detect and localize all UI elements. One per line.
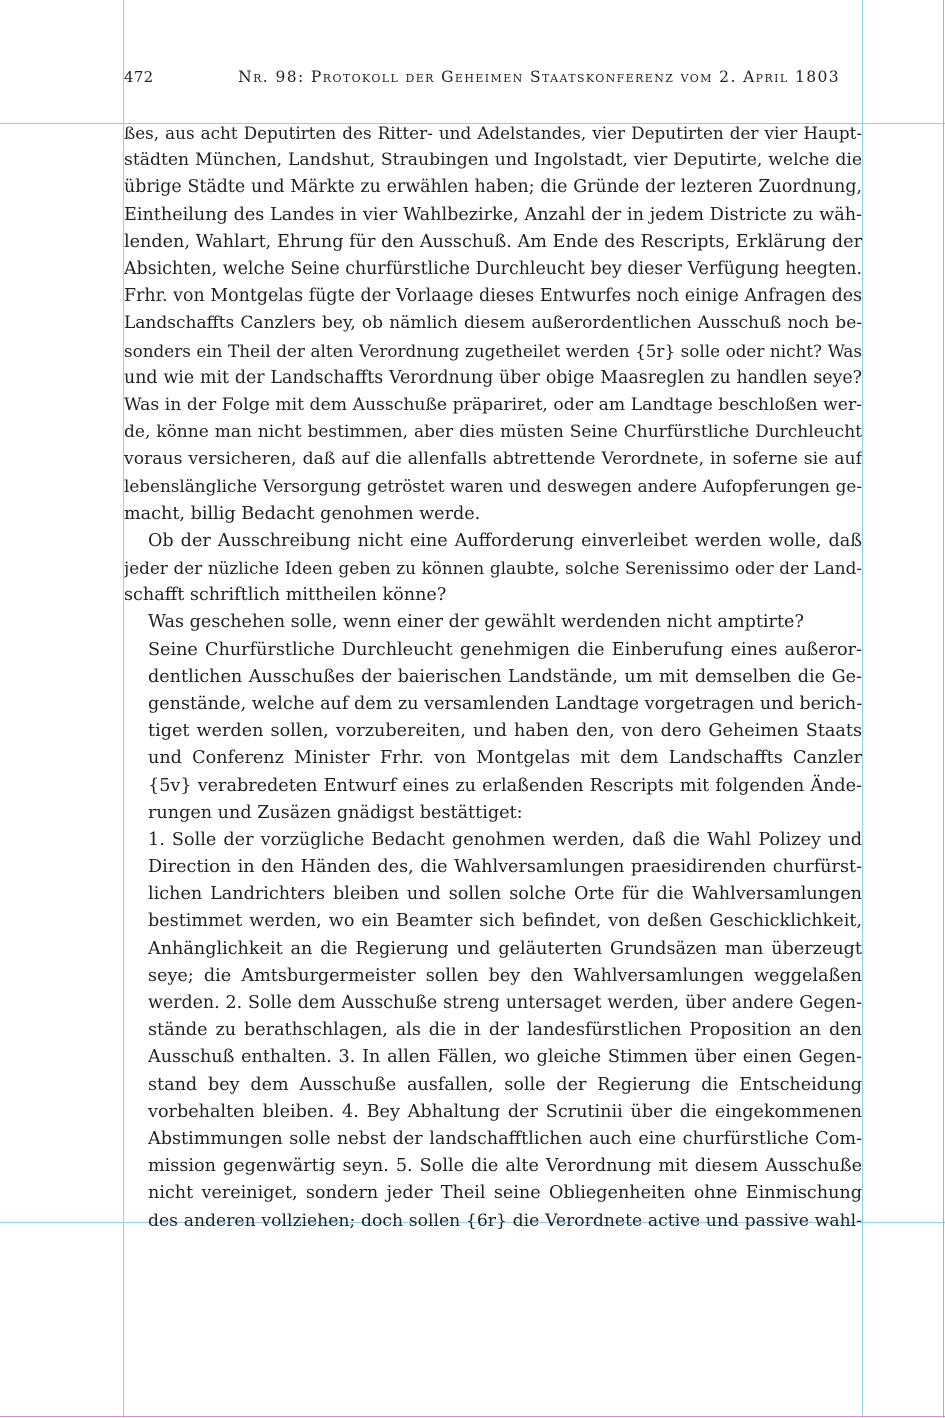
- text-line: lichen Landrichters bleiben und sollen solche Orte für die Wahlversamlungen: [148, 884, 862, 905]
- text-line: de, könne man nicht bestimmen, aber dies müsten Seine Churfürstliche Durchleucht: [124, 422, 862, 443]
- right-margin-guide: [862, 0, 863, 1418]
- text-line: und Conferenz Minister Frhr. von Montgelas mit dem Landschaffts Canzler: [148, 748, 862, 769]
- text-line: Anhänglichkeit an die Regierung und geläuterten Grundsäzen man überzeugt: [148, 938, 862, 959]
- text-line: Absichten, welche Seine churfürstliche Durchleucht bey dieser Verfügung heegten.: [124, 258, 862, 279]
- text-line: stände zu berathschlagen, als die in der landesfürstlichen Proposition an den: [148, 1020, 862, 1041]
- text-line: Direction in den Händen des, die Wahlversamlungen praesidirenden churfürst-: [148, 857, 862, 878]
- text-line: lebenslängliche Versorgung getröstet waren und deswegen andere Aufopferungen ge-: [124, 476, 862, 497]
- text-line: Eintheilung des Landes in vier Wahlbezirke, Anzahl der in jedem Districte zu wäh-: [124, 204, 862, 225]
- text-line: mission gegenwärtig seyn. 5. Solle die alte Verordnung mit diesem Ausschuße: [148, 1156, 862, 1177]
- bottom-trim-line: [0, 1416, 945, 1417]
- text-line: voraus versicheren, daß auf die allenfalls abtrettende Verordnete, in soferne sie auf: [124, 449, 862, 470]
- text-line: rungen und Zusäzen gnädigst bestättiget:: [148, 802, 523, 823]
- right-trim-line: [943, 0, 944, 1418]
- text-line: sonders ein Theil der alten Verordnung zugetheilet werden {5r} solle oder nicht? Was: [124, 340, 862, 361]
- text-line: bestimmet werden, wo ein Beamter sich befindet, von deßen Geschicklichkeit,: [148, 911, 862, 932]
- text-line: werden. 2. Solle dem Ausschuße streng untersaget werden, über andere Gegen-: [148, 993, 862, 1013]
- text-line: Landschaffts Canzlers bey, ob nämlich diesem außerordentlichen Ausschuß noch be-: [124, 313, 862, 334]
- text-line: Was geschehen solle, wenn einer der gewählt werdenden nicht amptirte?: [148, 612, 804, 633]
- text-line: stand bey dem Ausschuße ausfallen, solle der Regierung die Entscheidung: [148, 1074, 862, 1095]
- text-line: tiget werden sollen, vorzubereiten, und haben den, von dero Geheimen Staats: [148, 721, 862, 742]
- text-line: vorbehalten bleiben. 4. Bey Abhaltung der Scrutinii über die eingekommenen: [148, 1101, 862, 1122]
- text-line: nicht vereiniget, sondern jeder Theil seine Obliegenheiten ohne Einmischung: [148, 1183, 862, 1204]
- body-text: [124, 120, 862, 1235]
- text-line: 1. Solle der vorzügliche Bedacht genohmen werden, daß die Wahl Polizey und: [148, 829, 862, 850]
- text-line: lenden, Wahlart, Ehrung für den Ausschuß. Am Ende des Rescripts, Erklärung der: [124, 231, 862, 252]
- running-head-title: Nr. 98: Protokoll der Geheimen Staatskonferenz vom 2. April 1803: [238, 68, 840, 86]
- text-line: Seine Churfürstliche Durchleucht genehmigen die Einberufung eines außeror-: [148, 639, 862, 660]
- text-line: Abstimmungen solle nebst der landschafftlichen auch eine churfürstliche Com-: [148, 1128, 862, 1149]
- text-line: genstände, welche auf dem zu versamlenden Landtage vorgetragen und berich-: [148, 693, 862, 714]
- text-line: ßes, aus acht Deputirten des Ritter- und Adelstandes, vier Deputirten der vier Haupt-: [124, 123, 862, 143]
- text-line: Was in der Folge mit dem Ausschuße präpariret, oder am Landtage beschloßen wer-: [124, 394, 862, 415]
- text-line: schafft schriftlich mittheilen könne?: [124, 585, 447, 606]
- text-line: des anderen vollziehen; doch sollen {6r} die Verordnete active und passive wahl-: [148, 1210, 862, 1231]
- text-line: seye; die Amtsburgermeister sollen bey den Wahlversamlungen weggelaßen: [148, 965, 862, 986]
- page-number: 472: [124, 68, 154, 86]
- text-line: übrige Städte und Märkte zu erwählen haben; die Gründe der lezteren Zuordnung,: [124, 177, 862, 198]
- text-line: Frhr. von Montgelas fügte der Vorlaage dieses Entwurfes noch einige Anfragen des: [124, 286, 862, 307]
- text-line: Ausschuß enthalten. 3. In allen Fällen, wo gleiche Stimmen über einen Gegen-: [148, 1047, 862, 1068]
- text-line: städten München, Landshut, Straubingen und Ingolstadt, vier Deputirte, welche die: [124, 150, 862, 171]
- text-line: und wie mit der Landschaffts Verordnung über obige Maasreglen zu handlen seye?: [124, 367, 862, 388]
- text-line: {5v} verabredeten Entwurf eines zu erlaßenden Rescripts mit folgenden Ände-: [148, 775, 862, 796]
- text-line: dentlichen Ausschußes der baierischen Landstände, um mit demselben die Ge-: [148, 666, 862, 687]
- text-line: Ob der Ausschreibung nicht eine Aufforderung einverleibet werden wolle, daß: [148, 530, 862, 551]
- text-line: jeder der nüzliche Ideen geben zu können glaubte, solche Serenissimo oder der Land-: [124, 558, 862, 578]
- text-line: macht, billig Bedacht genohmen werde.: [124, 503, 481, 524]
